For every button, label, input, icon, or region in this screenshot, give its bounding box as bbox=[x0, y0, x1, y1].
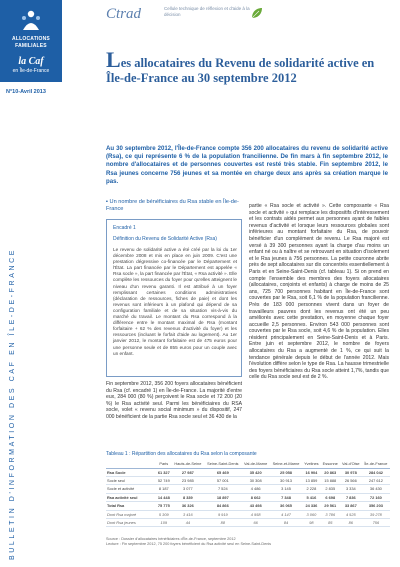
table-cell: 30 308 bbox=[242, 477, 270, 485]
table-header-cell: Île-de-France bbox=[362, 460, 390, 468]
table-cell: 13 859 bbox=[302, 477, 320, 485]
bullet-icon: ▪ bbox=[106, 199, 110, 205]
table-cell: 84 866 bbox=[204, 502, 241, 510]
vertical-bulletin-text: BULLETIN D'INFORMATION DES CAF EN ÎLE-DE-FRANCE bbox=[9, 247, 16, 560]
table-cell: 3 416 bbox=[172, 510, 205, 518]
definition-box bbox=[106, 219, 242, 377]
row-label: Dont Rsa majoré bbox=[106, 510, 156, 518]
table-body bbox=[106, 468, 390, 527]
table-title: Tableau 1 : Répartition des allocataires du Rsa selon la composante bbox=[106, 451, 257, 457]
table-row bbox=[106, 485, 390, 493]
table-cell: 8 339 bbox=[172, 493, 205, 501]
table-row bbox=[106, 519, 390, 527]
table-cell: 16 904 bbox=[302, 468, 320, 476]
table-cell: 20 863 bbox=[321, 468, 340, 476]
table-cell: 39 278 bbox=[362, 510, 390, 518]
article-title bbox=[106, 47, 390, 86]
table-cell: 30 913 bbox=[270, 477, 302, 485]
row-label: Rsa Socle bbox=[106, 468, 156, 476]
article-lead: Au 30 septembre 2012, l'Île-de-France compte 356 200 allocataires du revenu de solidarité active (Rsa), ce qui représente 6 % de la population francilienne. De fin mars à fin septembre 2012, le nombre d'allocataires et de personnes couvertes est resté très stable. Fin septembre 2012, le Rsa jeunes concerne 756 jeunes et sa montée en charge deux ans après sa création marque le pas. bbox=[106, 145, 388, 185]
logo-caf-text: la Caf bbox=[18, 56, 44, 67]
table-header-cell: Yvelines bbox=[304, 461, 319, 467]
table-cell: 3 060 bbox=[302, 510, 320, 518]
row-label: Dont Rsa jeunes bbox=[106, 519, 156, 527]
table-cell: 65 469 bbox=[204, 468, 241, 476]
logo-text-line1: ALLOCATIONS bbox=[12, 36, 50, 42]
table-cell: 75 775 bbox=[157, 503, 170, 509]
table-header-cell bbox=[106, 460, 156, 468]
body-paragraph-left: Fin septembre 2012, 356 200 foyers allocataires bénéficient du Rsa (cf. encadré 1) en Île-de-France. La majorité d'entre eux, 284 000 (80 %) perçoivent le Rsa socle et 72 200 (20 %) le Rsa activité seul. Parmi les bénéficiaires du RSA socle, volet « revenu social minimum » du dispositif, 247 000 bénéficient de la partie Rsa socle seul et 36 430 de la bbox=[106, 381, 242, 420]
table-cell: 2 835 bbox=[321, 485, 340, 493]
section-heading[interactable] bbox=[106, 199, 242, 213]
table-cell: 4 147 bbox=[270, 510, 302, 518]
table-cell: 35 420 bbox=[242, 468, 270, 476]
table-cell: 5 309 bbox=[156, 510, 172, 518]
table-cell: 284 042 bbox=[362, 468, 390, 476]
table-cell: 7 836 bbox=[340, 493, 362, 501]
row-label: Rsa activité seul bbox=[106, 493, 156, 501]
table-cell: 84 bbox=[270, 519, 302, 527]
row-label: Total Rsa bbox=[106, 502, 156, 510]
table-cell: 36 430 bbox=[362, 485, 390, 493]
table-cell: 26 566 bbox=[340, 477, 362, 485]
table-cell: 4 958 bbox=[242, 510, 270, 518]
table-header-cell: Seine-Saint-Denis bbox=[204, 460, 241, 468]
table-cell: 86 bbox=[340, 519, 362, 527]
table-cell: 72 160 bbox=[362, 493, 390, 501]
table-cell: 3 145 bbox=[270, 485, 302, 493]
table-cell: 52 749 bbox=[157, 478, 170, 483]
table-cell: 57 001 bbox=[204, 477, 241, 485]
vertical-banner bbox=[4, 100, 22, 560]
table-cell: 36 326 bbox=[172, 502, 205, 510]
table-header-row bbox=[106, 460, 390, 468]
table-header-cell: Val-de-Marne bbox=[242, 460, 270, 468]
table-cell: 29 561 bbox=[321, 502, 340, 510]
table-cell: 18 897 bbox=[204, 493, 241, 501]
table-row bbox=[106, 510, 390, 518]
leaf-icon bbox=[250, 6, 264, 20]
brand-tagline: Cellule technique de réflexion et d'aide à la décision bbox=[164, 6, 250, 17]
table-cell: 8 662 bbox=[242, 493, 270, 501]
table-cell: 7 348 bbox=[270, 493, 302, 501]
table-row bbox=[106, 477, 390, 485]
table-cell: 247 612 bbox=[362, 477, 390, 485]
table-cell: 24 336 bbox=[302, 502, 320, 510]
table-cell: 7 524 bbox=[204, 485, 241, 493]
table-cell: 30 978 bbox=[340, 468, 362, 476]
table-header-cell: Paris bbox=[156, 460, 172, 468]
table-cell: 3 786 bbox=[321, 510, 340, 518]
table-cell: 25 058 bbox=[270, 468, 302, 476]
table-cell: 15 888 bbox=[321, 477, 340, 485]
section-heading-text: Un nombre de bénéficiaires du Rsa stable en Île-de-France bbox=[106, 199, 239, 212]
row-label: Socle et activité bbox=[106, 485, 156, 493]
family-logo-icon bbox=[19, 8, 43, 32]
issue-number: N°10-Avril 2013 bbox=[6, 89, 46, 95]
box-subtitle: Définition du Revenu de Solidarité Active (Rsa) bbox=[113, 236, 217, 242]
box-title: Encadré 1 bbox=[113, 225, 136, 231]
table-cell: 109 bbox=[156, 519, 172, 527]
left-band bbox=[0, 0, 62, 567]
table-cell: 23 985 bbox=[172, 477, 205, 485]
table-cell: 66 bbox=[242, 519, 270, 527]
table-header-cell: Val-d'Oise bbox=[340, 460, 362, 468]
table-cell: 44 bbox=[172, 519, 205, 527]
ctrad-brand: Ctrad bbox=[106, 6, 142, 22]
table-cell: 36 065 bbox=[270, 502, 302, 510]
table-cell: 61 327 bbox=[157, 469, 170, 475]
table-cell: 3 334 bbox=[340, 485, 362, 493]
table-source: Source : Dossier d'allocataires bénéficiaires d'Île-de-France, septembre 2012 Lecture : Fin septembre 2012, 75 200 foyers bénéficient du Rsa activité seul en Seine-Saint-Denis bbox=[106, 537, 272, 546]
table-cell: 5 416 bbox=[302, 493, 320, 501]
table-cell: 14 448 bbox=[157, 494, 170, 500]
title-dropcap: L bbox=[106, 47, 121, 72]
body-paragraph-right: partie « Rsa socle et activité ». Cette composante « Rsa socle et activité » qui remplace les dispositifs d'intéressement et les contrats aidés permet aux personnes ayant de faibles revenus d'activité et lorsque leurs ressources globales sont inférieures au montant forfaitaire du Rsa, de pouvoir bénéficier d'un complément de revenu. Le Rsa majoré est versé à 39 300 personnes ayant la charge d'au moins un enfant né ou à naître et se retrouvant en situation d'isolement et le Rsa jeunes à 756 personnes. La petite couronne abrite près de sept allocataires sur dix concentrés essentiellement à Paris et en Seine-Saint-Denis (cf. tableau 1). Si on prend en compte l'ensemble des membres des foyers allocataires (allocataires, conjoints et enfants) à charge de moins de 25 ans, 725 700 personnes habitant en Île-de-France sont couvertes par le Rsa, soit 6,1 % de la population francilienne. Près de 183 000 personnes vivent dans un foyer de travailleurs pauvres dont les revenus ont été un peu améliorés avec cette prestation, en moyenne chaque foyer accueille 2,5 personnes. Environ 543 000 personnes sont couvertes par le Rsa socle, soit 4,6 % de la population. Elles résident principalement en Seine-Saint-Denis et à Paris. Entre juin et septembre 2012, le nombre de foyers allocataires du Rsa a augmenté de 1 %, ce qui suit la tendance générale depuis le début de l'année 2012. Mais l'évolution diffère selon le type de Rsa. La hausse trimestrielle des foyers bénéficiaires du Rsa socle atteint 1,7%, tandis que celle du Rsa socle seul est de 2 %. bbox=[249, 203, 389, 381]
box-text: Le revenu de solidarité active a été créé par la loi du 1er décembre 2008 et mis en place en juin 2009. C'est une prestation dégressive co-financée par le Département et l'État. La part financée par le Département est appelée « Rsa socle », la part financée par l'État, « Rsa activité ». Elle complète les ressources du foyer pour qu'elles atteignent le niveau d'un revenu garanti. Il est attribué à un foyer remplissant certaines conditions administratives (déclaration de ressources, fiches de paie) et dont les revenus sont inférieurs à un plafond qui dépend de sa configuration familiale et de sa situation vis-à-vis du marché du travail. Le montant du Rsa correspond à la différence entre le montant maximal de Rsa (montant forfaitaire + 62 % des revenus d'activité du foyer) et les ressources (incluant le forfait d'aide au logement). Au 1er janvier 2012, le montant forfaitaire est de 475 euros pour une personne seule et de 855 euros pour un couple avec un enfant. bbox=[113, 247, 237, 356]
table-cell: 6 698 bbox=[321, 493, 340, 501]
table-cell: 2 228 bbox=[302, 485, 320, 493]
table-cell: 43 498 bbox=[242, 502, 270, 510]
table-header-cell: Seine-et-Marne bbox=[270, 460, 302, 468]
table-cell: 756 bbox=[362, 519, 390, 527]
table-cell: 8 187 bbox=[156, 485, 172, 493]
logo-text-line2: FAMILIALES bbox=[15, 43, 47, 49]
table-cell: 4 525 bbox=[340, 510, 362, 518]
table-cell: 356 203 bbox=[362, 502, 390, 510]
table-cell: 27 987 bbox=[172, 468, 205, 476]
caf-logo[interactable] bbox=[0, 0, 62, 82]
rsa-table bbox=[106, 460, 390, 527]
logo-region-text: en Île-de-France bbox=[12, 68, 50, 74]
table-header-cell: Hauts-de-Seine bbox=[172, 460, 205, 468]
row-label: Socle seul bbox=[106, 477, 156, 485]
table-row bbox=[106, 502, 390, 510]
right-column bbox=[249, 203, 389, 384]
table-cell: 9 919 bbox=[204, 510, 241, 518]
title-text: es allocataires du Revenu de solidarité active en Île-de-France au 30 septembre 2012 bbox=[106, 56, 375, 85]
table-row bbox=[106, 468, 390, 476]
table-cell: 88 bbox=[204, 519, 241, 527]
table-cell: 85 bbox=[321, 519, 340, 527]
table-cell: 4 486 bbox=[242, 485, 270, 493]
table-header-cell: Essonne bbox=[321, 460, 340, 468]
table-cell: 3 077 bbox=[172, 485, 205, 493]
table-row bbox=[106, 493, 390, 501]
table-cell: 98 bbox=[302, 519, 320, 527]
table-cell: 33 867 bbox=[340, 502, 362, 510]
